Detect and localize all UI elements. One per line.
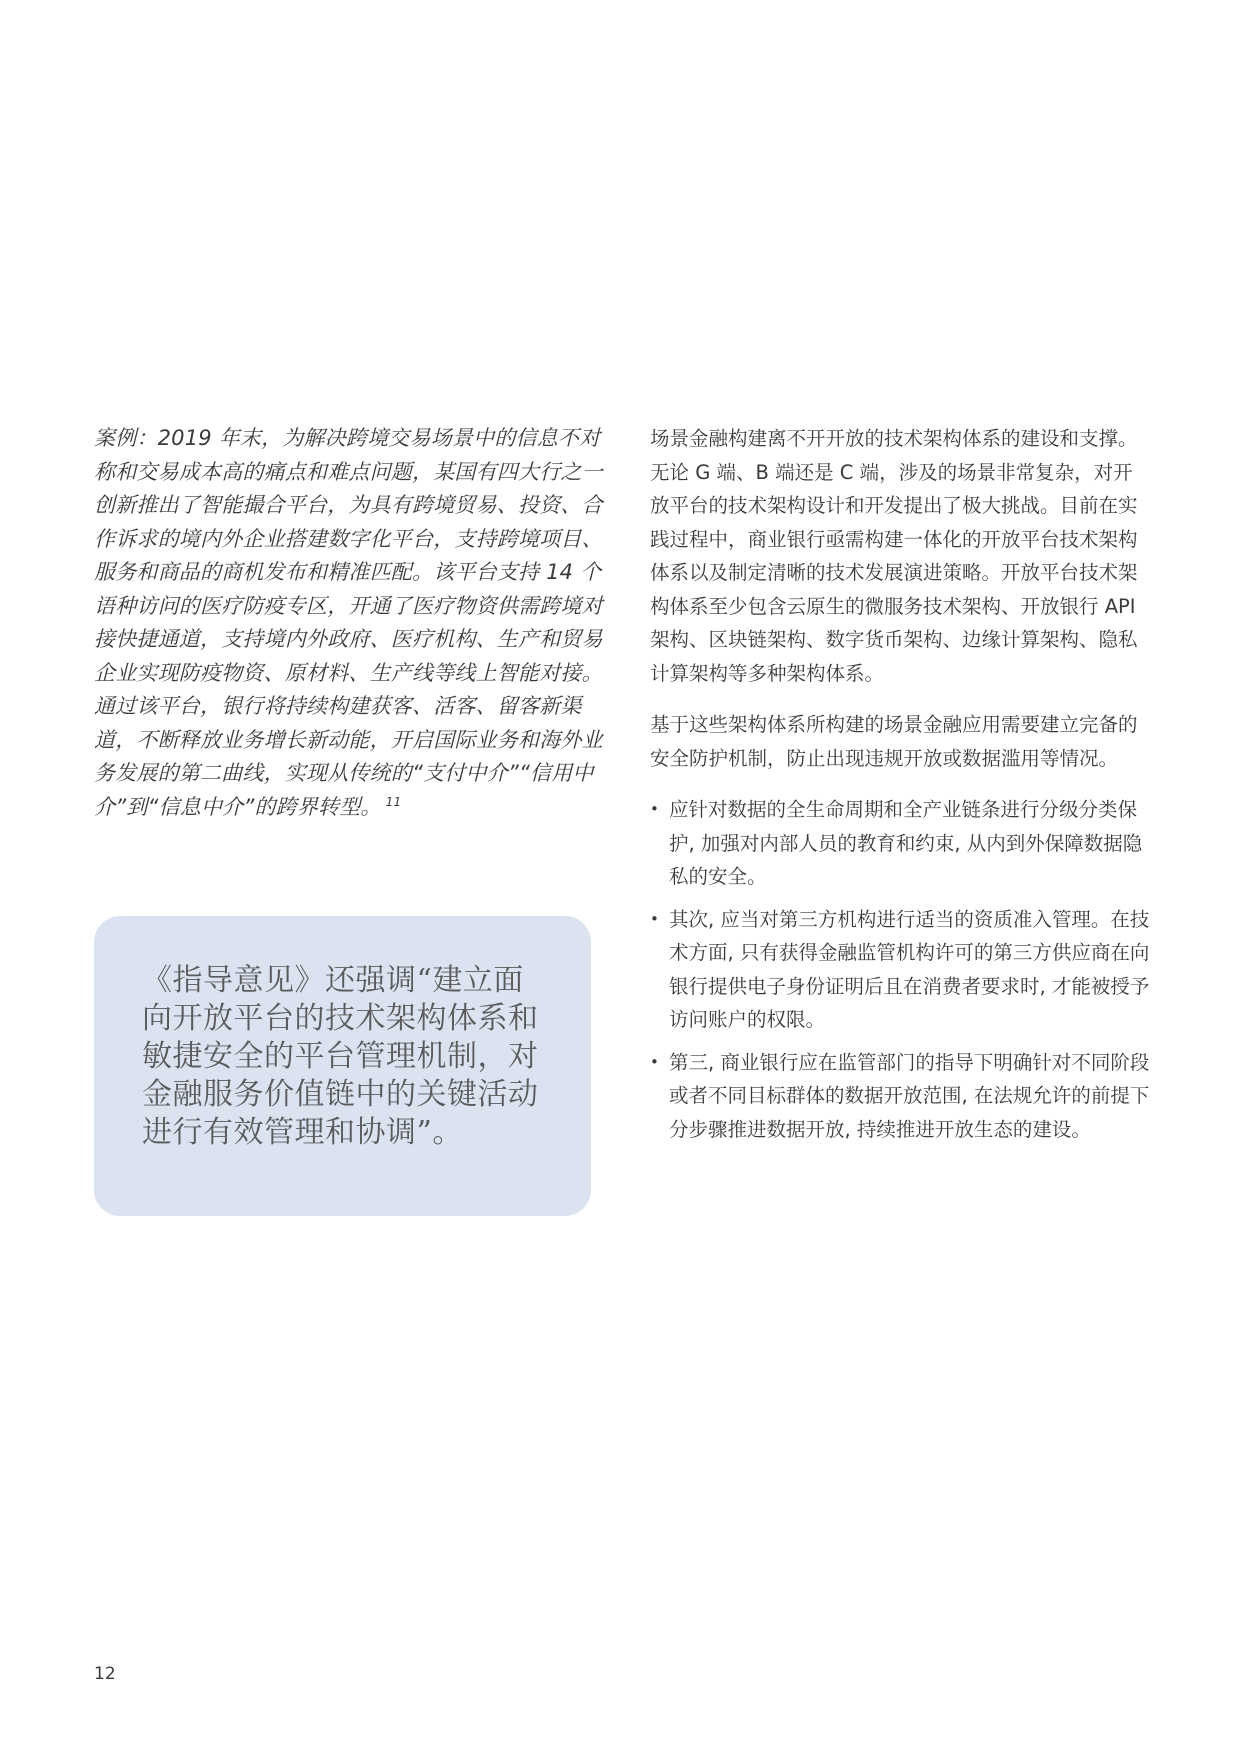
list-item <box>650 1046 1150 1147</box>
left-column <box>94 422 604 824</box>
bullet-icon: • <box>650 1052 659 1071</box>
paragraph-architecture: 场景金融构建离不开开放的技术架构体系的建设和支撑。无论 G 端、B 端还是 C 端，涉及的场景非常复杂，对开放平台的技术架构设计和开发提出了极大挑战。目前在实践过程中，商业银行亟需构建一体化的开放平台技术架构体系以及制定清晰的技术发展演进策略。开放平台技术架构体系至少包含云原生的微服务技术架构、开放银行 API 架构、区块链架构、数字货币架构、边缘计算架构、隐私计算架构等多种架构体系。 <box>650 427 1138 685</box>
bullet-icon: • <box>650 909 659 928</box>
bullet-text: 应针对数据的全生命周期和全产业链条进行分级分类保护, 加强对内部人员的教育和约束, 从内到外保障数据隐私的安全。 <box>669 798 1143 888</box>
list-item <box>650 903 1150 1037</box>
case-study-text <box>94 422 604 824</box>
bullet-list <box>650 793 1150 1146</box>
bullet-text: 其次, 应当对第三方机构进行适当的资质准入管理。在技术方面, 只有获得金融监管机构许可的第三方供应商在向银行提供电子身份证明后且在消费者要求时, 才能被授予访问账户的权限。 <box>669 907 1150 1031</box>
footnote-reference[interactable]: 11 <box>385 794 402 809</box>
right-column <box>650 422 1150 1155</box>
bullet-text: 第三, 商业银行应在监管部门的指导下明确针对不同阶段或者不同目标群体的数据开放范围, 在法规允许的前提下分步骤推进数据开放, 持续推进开放生态的建设。 <box>669 1050 1150 1141</box>
case-study-body: 案例：2019 年末，为解决跨境交易场景中的信息不对称和交易成本高的痛点和难点问题，某国有四大行之一创新推出了智能撮合平台，为具有跨境贸易、投资、合作诉求的境内外企业搭建数字化平台，支持跨境项目、服务和商品的商机发布和精准匹配。该平台支持 14 个语种访问的医疗防疫专区，开通了医疗物资供需跨境对接快捷通道，支持境内外政府、医疗机构、生产和贸易企业实现防疫物资、原材料、生产线等线上智能对接。通过该平台，银行将持续构建获客、活客、留客新渠道，不断释放业务增长新动能，开启国际业务和海外业务发展的第二曲线，实现从传统的“支付中介”“信用中介”到“信息中介”的跨界转型。 <box>94 426 603 819</box>
pull-quote-box <box>94 916 591 1216</box>
paragraph-security: 基于这些架构体系所构建的场景金融应用需要建立完备的安全防护机制，防止出现违规开放或数据滥用等情况。 <box>650 713 1138 770</box>
page-number: 12 <box>94 1664 116 1684</box>
pull-quote-text: 《指导意见》还强调“建立面向开放平台的技术架构体系和敏捷安全的平台管理机制，对金融服务价值链中的关键活动进行有效管理和协调”。 <box>142 963 539 1150</box>
bullet-icon: • <box>650 800 659 818</box>
list-item <box>650 793 1150 894</box>
